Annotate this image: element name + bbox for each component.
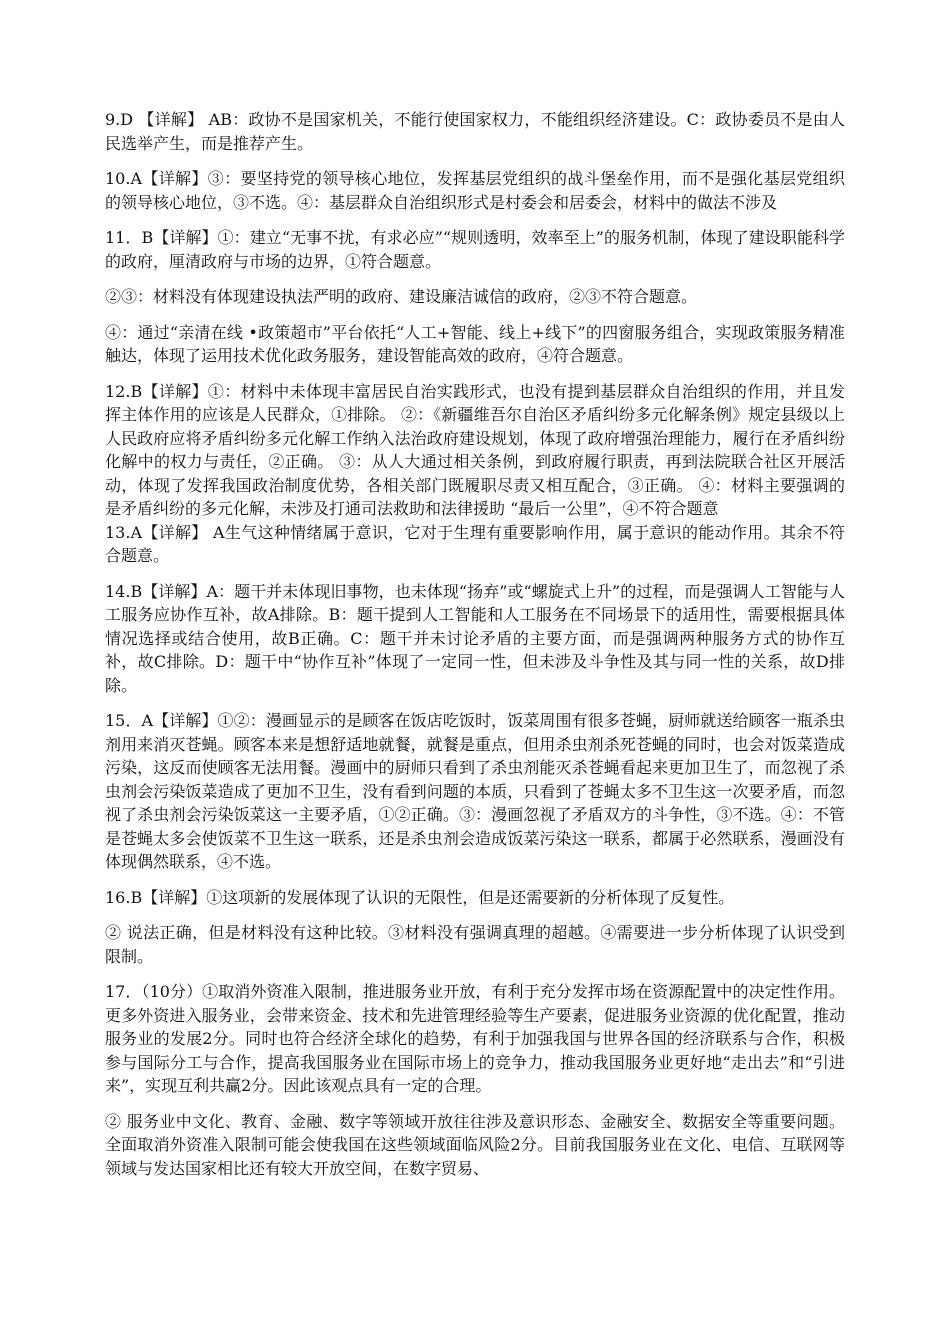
answer-11-part-3: ④：通过“亲清在线 •政策超市”平台依托“人工+智能、线上+线下”的四窗服务组合，实现政策服务精准触达，体现了运用技术优化政务服务，建设智能高效的政府，④符合题意。	[105, 322, 845, 365]
answer-key-page	[105, 108, 845, 1192]
answer-13: 13.A【详解】 A生气这种情绪属于意识，它对于生理有重要影响作用，属于意识的能动作用。其余不符合题意。	[105, 522, 845, 565]
answer-11-part-2: ②③：材料没有体现建设执法严明的政府、建设廉洁诚信的政府，②③不符合题意。	[105, 287, 698, 306]
answer-11-part-1: 11．B【详解】①：建立“无事不扰，有求必应”“规则透明，效率至上”的服务机制，体现了建设职能科学的政府，厘清政府与市场的边界，①符合题意。	[105, 228, 845, 271]
answer-12: 12.B【详解】①：材料中未体现丰富居民自治实践形式，也没有提到基层群众自治组织的作用，并且发挥主体作用的应该是人民群众，①排除。 ②：《新疆维吾尔自治区矛盾纠纷多元化解条例》规定县级以上人民政府应将矛盾纠纷多元化解工作纳入法治政府建设规划，体现了政府增强治理能力，履行在矛盾纠纷化解中的权力与责任，②正确。 ③：从人大通过相关条例，到政府履行职责，再到法院联合社区开展活动，体现了发挥我国政治制度优势，各相关部门既履职尽责又相互配合，③正确。 ④：材料主要强调的是矛盾纠纷的多元化解，未涉及打通司法救助和法律援助 “最后一公里”，④不符合题意	[105, 381, 845, 518]
answer-9: 9.D 【详解】 AB：政协不是国家机关，不能行使国家权力，不能组织经济建设。C：政协委员不是由人民选举产生，而是推荐产生。	[105, 110, 845, 153]
answer-10: 10.A【详解】③：要坚持党的领导核心地位，发挥基层党组织的战斗堡垒作用，而不是强化基层党组织的领导核心地位，③不选。④：基层群众自治组织形式是村委会和居委会，材料中的做法不涉及	[105, 169, 845, 212]
answer-15: 15．A【详解】①②：漫画显示的是顾客在饭店吃饭时，饭菜周围有很多苍蝇，厨师就送给顾客一瓶杀虫剂用来消灭苍蝇。顾客本来是想舒适地就餐，就餐是重点，但用杀虫剂杀死苍蝇的同时，也会对饭菜造成污染，这反而使顾客无法用餐。漫画中的厨师只看到了杀虫剂能灭杀苍蝇看起来更加卫生了，而忽视了杀虫剂会污染饭菜造成了更加不卫生，没有看到问题的本质，只看到了苍蝇太多不卫生这一次要矛盾，而忽视了杀虫剂会污染饭菜这一主要矛盾，①②正确。③：漫画忽视了矛盾双方的斗争性，③不选。④：不管是苍蝇太多会使饭菜不卫生这一联系，还是杀虫剂会造成饭菜污染这一联系，都属于必然联系，漫画没有体现偶然联系，④不选。	[105, 711, 845, 871]
answer-17-part-2: ② 服务业中文化、教育、金融、数字等领域开放往往涉及意识形态、金融安全、数据安全等重要问题。全面取消外资准入限制可能会使我国在这些领域面临风险2分。目前我国服务业在文化、电信、互联网等领域与发达国家相比还有较大开放空间，在数字贸易、	[105, 1111, 845, 1178]
answer-14: 14.B【详解】A：题干并未体现旧事物，也未体现“扬弃”或“螺旋式上升”的过程，而是强调人工智能与人工服务应协作互补，故A排除。B：题干提到人工智能和人工服务在不同场景下的适用性，需要根据具体情况选择或结合使用，故B正确。C：题干并未讨论矛盾的主要方面，而是强调两种服务方式的协作互补，故C排除。D：题干中“协作互补”体现了一定同一性，但未涉及斗争性及其与同一性的关系，故D排除。	[105, 581, 845, 695]
answer-16-part-1: 16.B【详解】①这项新的发展体现了认识的无限性，但是还需要新的分析体现了反复性。	[105, 887, 735, 907]
answer-17-part-1: 17．（10分）①取消外资准入限制，推进服务业开放，有利于充分发挥市场在资源配置中的决定性作用。更多外资进入服务业，会带来资金、技术和先进管理经验等生产要素，促进服务业资源的优化配置，推动服务业的发展2分。同时也符合经济全球化的趋势，有利于加强我国与世界各国的经济联系与合作，积极参与国际分工与合作，提高我国服务业在国际市场上的竞争力，推动我国服务业更好地“走出去”和“引进来”，实现互利共赢2分。因此该观点具有一定的合理。	[105, 982, 845, 1095]
answer-16-part-2: ② 说法正确，但是材料没有这种比较。③材料没有强调真理的超越。④需要进一步分析体现了认识受到限制。	[105, 923, 845, 966]
